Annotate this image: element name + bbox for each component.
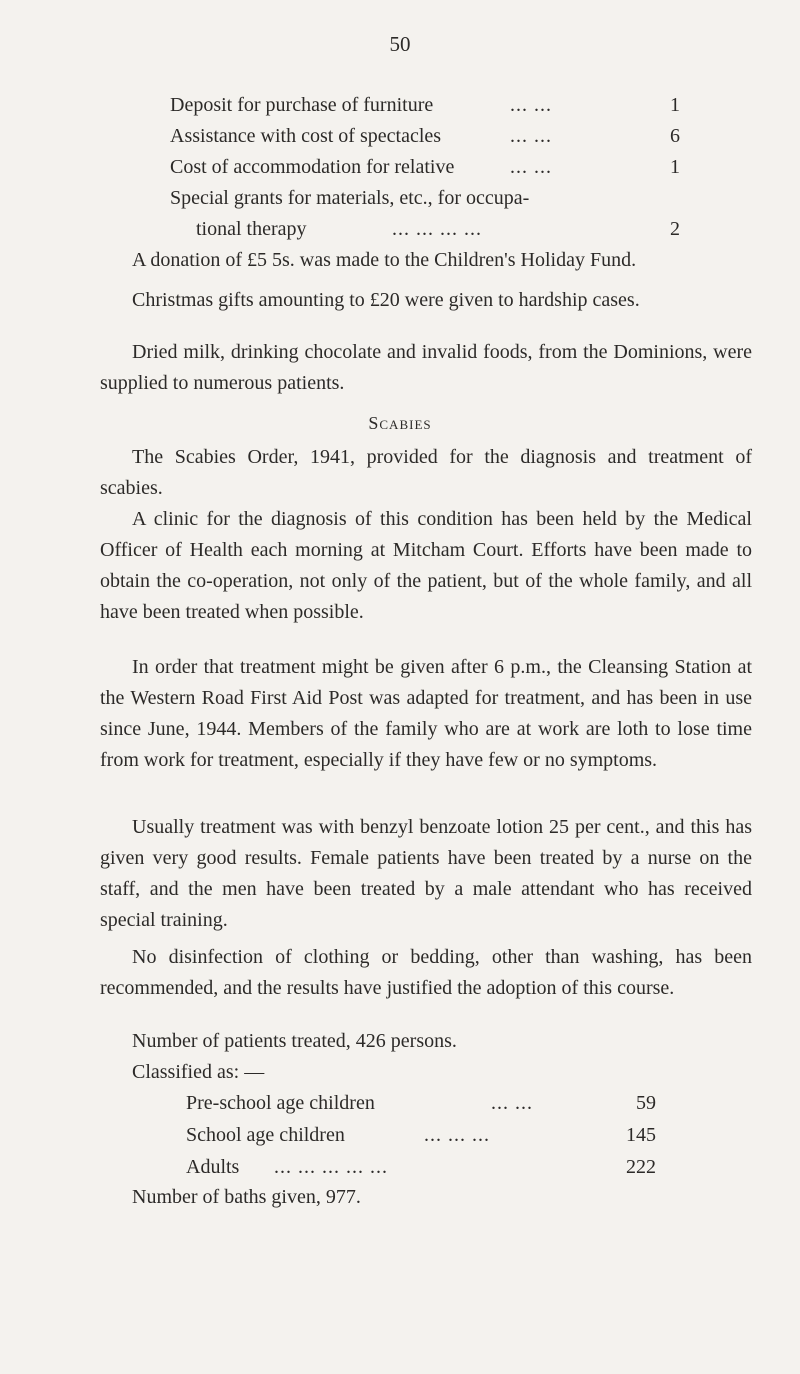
leader-dots: ... ... ... [424, 1124, 490, 1146]
classification-row-adults [186, 1151, 666, 1183]
grant-label: Deposit for purchase of furniture [170, 94, 434, 116]
classification-row-pre-school [186, 1087, 666, 1119]
leader-dots: ... ... [510, 125, 552, 147]
leader-dots: ... ... ... ... ... [274, 1156, 388, 1178]
classification-list [186, 1087, 666, 1183]
grant-value: 6 [670, 125, 680, 147]
grant-label: Cost of accommodation for relative [170, 156, 455, 178]
paragraph-disinfection: No disinfection of clothing or bedding, other than washing, has been recommended, and the results have justified the adoption of this course. [100, 946, 752, 999]
patients-treated-line: Number of patients treated, 426 persons. [132, 1030, 457, 1052]
paragraph-scabies-order: The Scabies Order, 1941, provided for the diagnosis and treatment of scabies. [100, 446, 752, 499]
paragraph-clinic: A clinic for the diagnosis of this condition has been held by the Medical Officer of Health each morning at Mitcham Court. Efforts have been made to obtain the co-operation, not only of the patient, but of the whole family, and all have been treated when possible. [100, 508, 752, 623]
grant-label: Special grants for materials, etc., for occupa- [170, 187, 530, 209]
grant-row-furniture [170, 90, 690, 121]
grant-label-continued: tional therapy [196, 218, 307, 240]
classification-label: Adults [186, 1156, 240, 1178]
grant-value: 1 [670, 156, 680, 178]
paragraph-treatment: In order that treatment might be given after 6 p.m., the Cleansing Station at the Western Road First Aid Post was adapted for treatment, and has been in use since June, 1944. Members of the family who are at work are loth to lose time from work for treatment, especially if they have few or no symptoms. [100, 656, 752, 771]
grant-row-spectacles [170, 121, 690, 152]
classification-label: School age children [186, 1124, 345, 1146]
grant-list [170, 90, 690, 245]
grant-row-accommodation [170, 152, 690, 183]
grant-value: 2 [670, 218, 680, 240]
classification-value: 59 [636, 1092, 656, 1114]
paragraph-donation: A donation of £5 5s. was made to the Children's Holiday Fund. [132, 249, 637, 271]
page-number: 50 [389, 32, 411, 56]
leader-dots: ... ... [491, 1092, 533, 1114]
section-heading-scabies: Scabies [368, 413, 432, 433]
paragraph-dried-milk: Dried milk, drinking chocolate and invalid foods, from the Dominions, were supplied to numerous patients. [100, 341, 752, 394]
grant-row-occupational-therapy [170, 183, 690, 245]
paragraph-christmas-gifts: Christmas gifts amounting to £20 were given to hardship cases. [132, 289, 640, 311]
leader-dots: ... ... ... ... [392, 218, 482, 240]
classification-label: Pre-school age children [186, 1092, 375, 1114]
classification-row-school-age [186, 1119, 666, 1151]
classification-value: 145 [626, 1124, 656, 1146]
baths-given-line: Number of baths given, 977. [132, 1186, 361, 1208]
classified-as-line: Classified as: — [132, 1061, 265, 1083]
grant-label: Assistance with cost of spectacles [170, 125, 442, 147]
leader-dots: ... ... [510, 94, 552, 116]
leader-dots: ... ... [510, 156, 552, 178]
grant-value: 1 [670, 94, 680, 116]
paragraph-benzyl-benzoate: Usually treatment was with benzyl benzoate lotion 25 per cent., and this has given very good results. Female patients have been treated by a nurse on the staff, and the men have been treated by a male attendant who has received special training. [100, 816, 752, 931]
classification-value: 222 [626, 1156, 656, 1178]
